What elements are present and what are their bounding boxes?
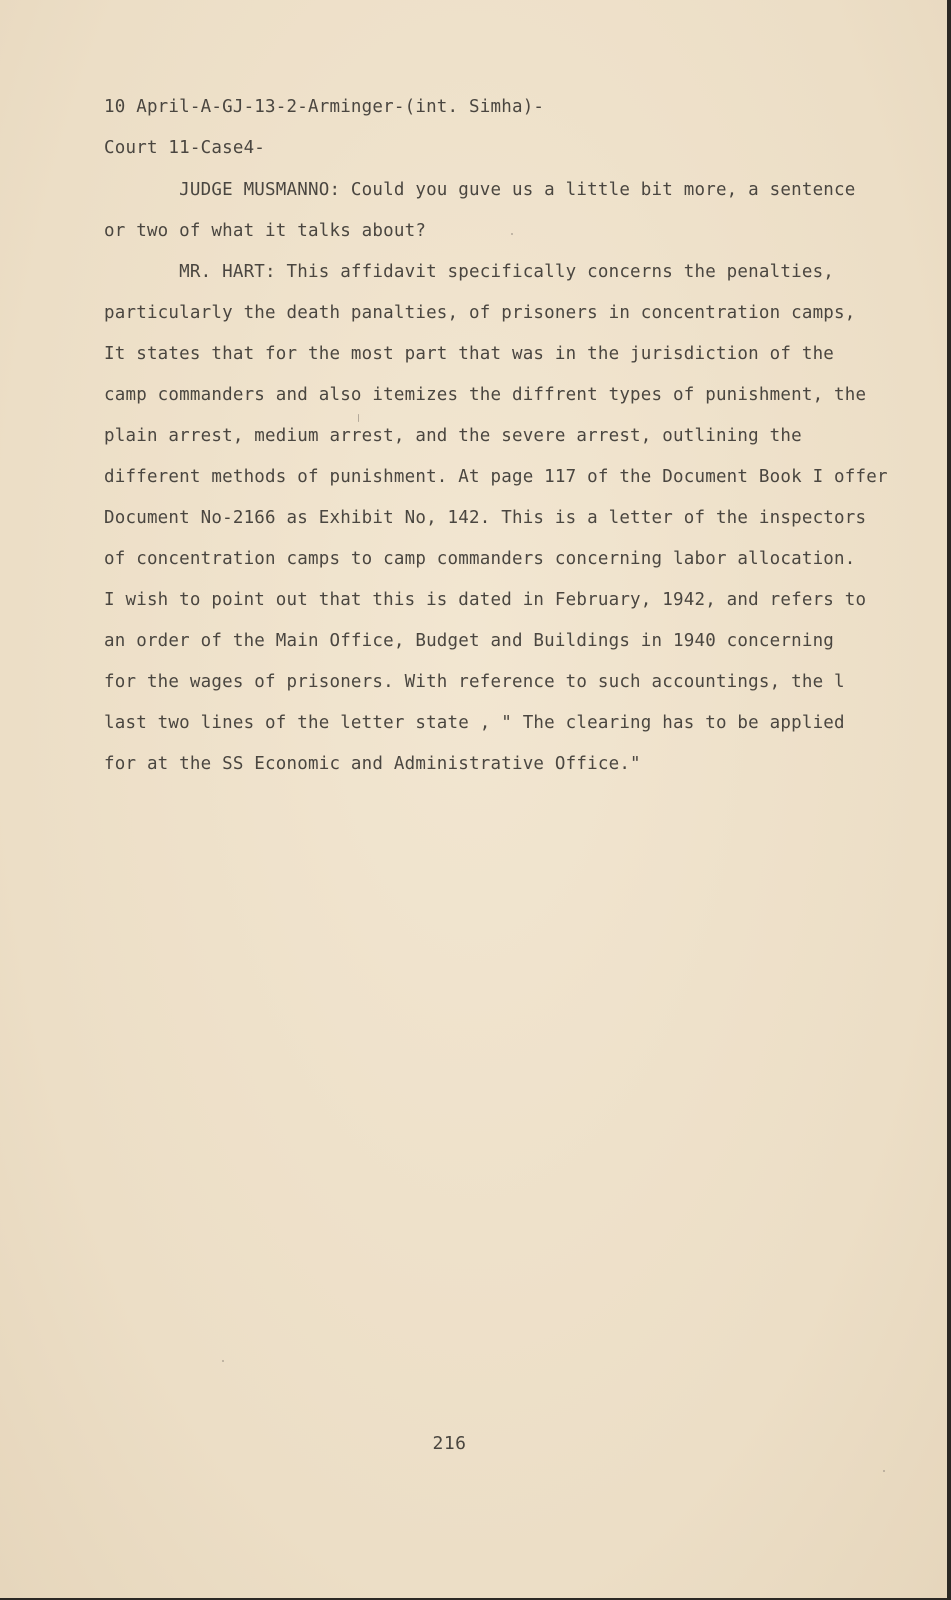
transcript-body xyxy=(104,178,888,793)
paper-speck xyxy=(883,1470,885,1472)
transcript-line: It states that for the most part that was in the jurisdiction of the xyxy=(104,344,835,364)
transcript-line: for at the SS Economic and Administrative Office." xyxy=(104,754,641,774)
transcript-line: camp commanders and also itemizes the diffrent types of punishment, the xyxy=(104,385,867,405)
transcript-line: or two of what it talks about? xyxy=(104,221,427,241)
transcript-line: plain arrest, medium arrest, and the severe arrest, outlining the xyxy=(104,426,802,446)
paper-speck xyxy=(511,233,513,235)
transcript-line: an order of the Main Office, Budget and Buildings in 1940 concerning xyxy=(104,631,835,651)
page-number: 216 xyxy=(432,1433,467,1454)
transcript-line: I wish to point out that this is dated in February, 1942, and refers to xyxy=(104,590,867,610)
transcript-line: last two lines of the letter state , " The clearing has to be applied xyxy=(104,713,845,733)
transcript-line: MR. HART: This affidavit specifically concerns the penalties, xyxy=(104,262,835,282)
header-session-line: 10 April-A-GJ-13-2-Arminger-(int. Simha)- xyxy=(104,97,545,117)
paper-speck xyxy=(222,1360,224,1362)
transcript-line: of concentration camps to camp commanders concerning labor allocation. xyxy=(104,549,856,569)
transcript-line: Document No-2166 as Exhibit No, 142. This is a letter of the inspectors xyxy=(104,508,867,528)
transcript-line: for the wages of prisoners. With reference to such accountings, the l xyxy=(104,672,845,692)
transcript-line: different methods of punishment. At page 117 of the Document Book I offer xyxy=(104,467,888,487)
transcript-line: JUDGE MUSMANNO: Could you guve us a little bit more, a sentence xyxy=(104,180,856,200)
transcript-line: particularly the death panalties, of prisoners in concentration camps, xyxy=(104,303,856,323)
header-court-line: Court 11-Case4- xyxy=(104,138,266,158)
paper-speck xyxy=(358,414,359,422)
